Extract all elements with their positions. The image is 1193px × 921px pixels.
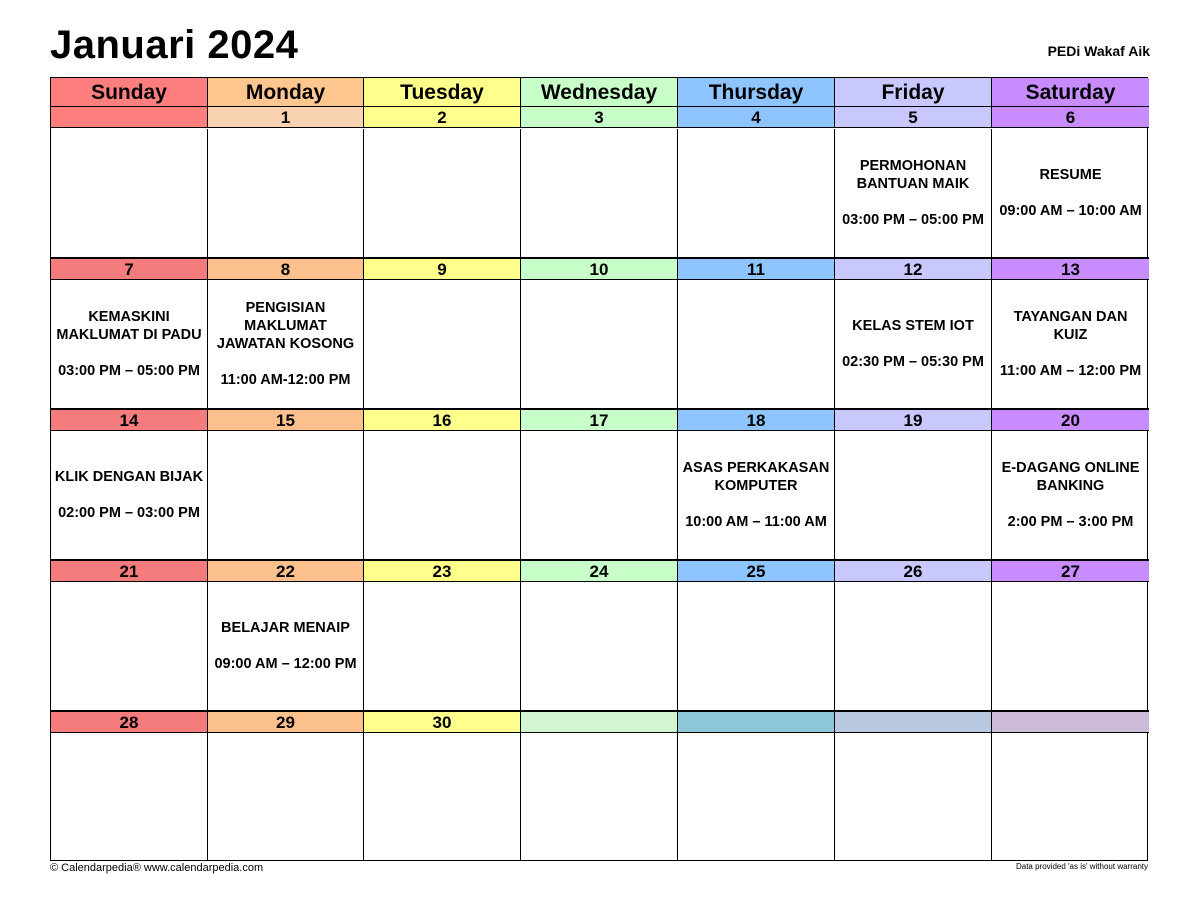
date-number — [51, 106, 208, 128]
date-number: 28 — [51, 711, 208, 733]
date-number: 10 — [521, 258, 678, 280]
event-time: 09:00 AM – 12:00 PM — [214, 656, 357, 672]
date-number: 13 — [992, 258, 1149, 280]
day-cell[interactable] — [208, 733, 364, 860]
event-title: BELAJAR MENAIP — [221, 620, 350, 636]
date-number: 23 — [364, 560, 521, 582]
day-cell[interactable] — [992, 280, 1149, 409]
day-header-sunday: Sunday — [51, 78, 208, 107]
day-header-friday: Friday — [835, 78, 992, 107]
day-cell[interactable] — [208, 280, 364, 409]
day-cell[interactable] — [678, 582, 835, 711]
date-number: 17 — [521, 409, 678, 431]
date-number: 2 — [364, 106, 521, 128]
event-title: KLIK DENGAN BIJAK — [54, 469, 204, 485]
date-number: 12 — [835, 258, 992, 280]
footer-disclaimer: Data provided 'as is' without warranty — [1015, 862, 1148, 871]
day-cell[interactable] — [835, 280, 992, 409]
date-number: 14 — [51, 409, 208, 431]
day-header-monday: Monday — [208, 78, 364, 107]
event-time: 11:00 AM-12:00 PM — [220, 372, 351, 388]
day-cell[interactable] — [521, 280, 678, 409]
day-cell[interactable] — [51, 280, 208, 409]
day-cell[interactable] — [521, 129, 678, 258]
date-number: 19 — [835, 409, 992, 431]
day-cell[interactable] — [678, 280, 835, 409]
day-cell[interactable] — [835, 129, 992, 258]
date-number: 20 — [992, 409, 1149, 431]
event-time: 02:30 PM – 05:30 PM — [842, 354, 984, 370]
day-cell[interactable] — [521, 733, 678, 860]
day-header-saturday: Saturday — [992, 78, 1149, 107]
day-cell[interactable] — [364, 129, 521, 258]
day-cell[interactable] — [835, 582, 992, 711]
day-cell[interactable] — [51, 733, 208, 860]
event-time: 03:00 PM – 05:00 PM — [842, 212, 984, 228]
day-cell[interactable] — [678, 431, 835, 560]
day-cell[interactable] — [51, 129, 208, 258]
day-cell[interactable] — [51, 431, 208, 560]
day-cell[interactable] — [364, 582, 521, 711]
event-title: E-DAGANG ONLINE BANKING — [1001, 460, 1140, 494]
date-number: 22 — [208, 560, 364, 582]
calendar-grid — [50, 77, 1148, 861]
day-cell[interactable] — [208, 582, 364, 711]
day-cell[interactable] — [521, 582, 678, 711]
date-number: 8 — [208, 258, 364, 280]
day-cell[interactable] — [208, 431, 364, 560]
day-cell[interactable] — [364, 280, 521, 409]
event-title: KELAS STEM IOT — [852, 318, 974, 334]
day-cell[interactable] — [835, 733, 992, 860]
date-number — [678, 711, 835, 733]
organization-label: PEDi Wakaf Aik — [1047, 43, 1150, 59]
day-cell[interactable] — [364, 733, 521, 860]
date-number: 18 — [678, 409, 835, 431]
date-number: 4 — [678, 106, 835, 128]
date-number: 16 — [364, 409, 521, 431]
date-number: 21 — [51, 560, 208, 582]
event-title: PENGISIAN MAKLUMAT JAWATAN KOSONG — [216, 300, 355, 352]
date-number: 29 — [208, 711, 364, 733]
day-cell[interactable] — [51, 582, 208, 711]
day-cell[interactable] — [992, 431, 1149, 560]
event-title: PERMOHONAN BANTUAN MAIK — [856, 158, 970, 192]
date-number: 24 — [521, 560, 678, 582]
day-cell[interactable] — [992, 129, 1149, 258]
date-number: 26 — [835, 560, 992, 582]
day-header-thursday: Thursday — [678, 78, 835, 107]
day-cell[interactable] — [678, 129, 835, 258]
day-cell[interactable] — [208, 129, 364, 258]
event-title: ASAS PERKAKASAN KOMPUTER — [682, 460, 830, 494]
page-title: Januari 2024 — [50, 23, 299, 67]
date-number: 11 — [678, 258, 835, 280]
day-cell[interactable] — [992, 582, 1149, 711]
event-time: 03:00 PM – 05:00 PM — [58, 363, 200, 379]
date-number: 30 — [364, 711, 521, 733]
day-cell[interactable] — [678, 733, 835, 860]
date-number — [835, 711, 992, 733]
date-number: 9 — [364, 258, 521, 280]
day-cell[interactable] — [364, 431, 521, 560]
footer-credit: © Calendarpedia® www.calendarpedia.com — [50, 862, 264, 874]
date-number — [992, 711, 1149, 733]
event-time: 09:00 AM – 10:00 AM — [999, 203, 1142, 219]
event-time: 02:00 PM – 03:00 PM — [58, 505, 200, 521]
day-cell[interactable] — [521, 431, 678, 560]
date-number: 5 — [835, 106, 992, 128]
date-number: 1 — [208, 106, 364, 128]
day-cell[interactable] — [835, 431, 992, 560]
event-title: RESUME — [1039, 167, 1102, 183]
date-number: 25 — [678, 560, 835, 582]
event-time: 2:00 PM – 3:00 PM — [1007, 514, 1134, 530]
event-time: 11:00 AM – 12:00 PM — [999, 363, 1142, 379]
date-number: 6 — [992, 106, 1149, 128]
date-number: 15 — [208, 409, 364, 431]
day-header-wednesday: Wednesday — [521, 78, 678, 107]
date-number: 7 — [51, 258, 208, 280]
event-time: 10:00 AM – 11:00 AM — [685, 514, 827, 530]
event-title: TAYANGAN DAN KUIZ — [1013, 309, 1128, 343]
day-header-tuesday: Tuesday — [364, 78, 521, 107]
day-cell[interactable] — [992, 733, 1149, 860]
date-number: 27 — [992, 560, 1149, 582]
date-number — [521, 711, 678, 733]
date-number: 3 — [521, 106, 678, 128]
event-title: KEMASKINI MAKLUMAT DI PADU — [56, 309, 202, 343]
